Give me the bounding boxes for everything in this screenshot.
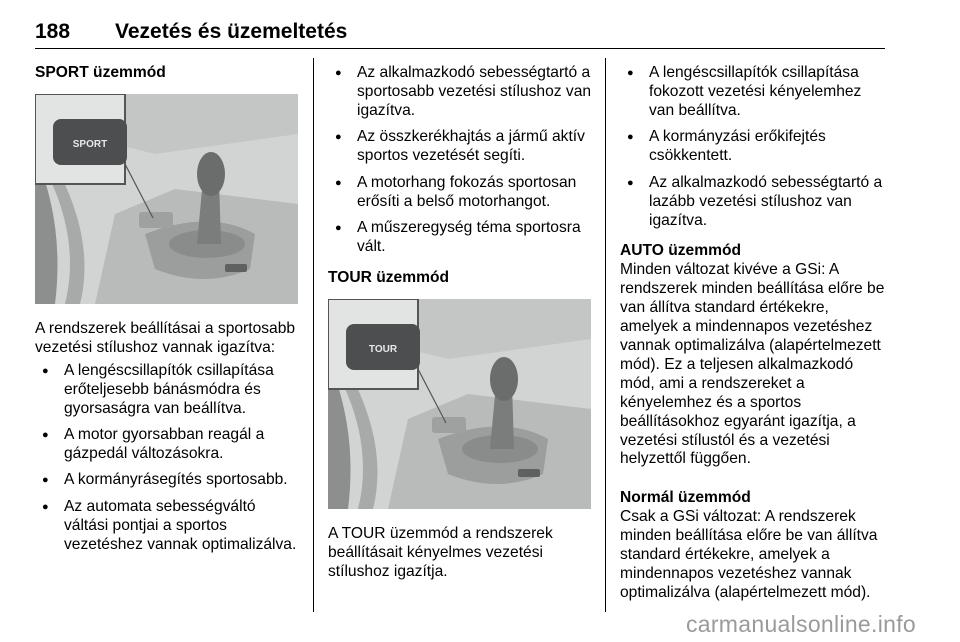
normal-mode-body: Csak a GSi változat: A rendszerek minden beállítása előre be van állítva standard értékekre, amelyek a mindennapos vezetéshez vannak optimalizálva (alapértelmezett mód). [620,508,878,601]
tour-button-label: TOUR [368,343,398,355]
column-3 [620,64,890,603]
list-item: ● Az alkalmazkodó sebességtartó a sportosabb vezetési stílushoz van igazítva. [328,64,594,121]
sport-mode-body: A rendszerek beállításai a sportosabb vezetési stílushoz vannak igazítva: [35,319,296,356]
column-divider-2 [605,58,606,612]
list-item: ● A motor gyorsabban reagál a gázpedál változásokra. [35,426,303,464]
list-item: ● Az automata sebességváltó váltási pontjai a sportos vezetéshez vannak optimalizálva. [35,498,303,555]
list-item: ● A lengéscsillapítók csillapítása fokozott vezetési kényelemhez van beállítva. [620,64,890,121]
list-item: ● Az összkerékhajtás a jármű aktív sportos vezetését segíti. [328,128,594,166]
list-item: ● A lengéscsillapítók csillapítása erőteljesebb bánásmódra és gyorsaságra van beállítva. [35,362,303,419]
list-item: ● A kormányrásegítés sportosabb. [35,471,303,490]
sport-mode-bullets [35,362,303,555]
list-item: ● A motorhang fokozás sportosan erősíti a belső motorhangot. [328,174,594,212]
sport-mode-figure [35,94,298,304]
list-item: ● A műszeregység téma sportosra vált. [328,219,594,257]
sport-mode-heading: SPORT üzemmód [35,64,166,81]
page-header [35,20,885,50]
tour-mode-bullets [620,64,890,230]
tour-mode-figure [328,299,591,509]
column-2 [328,64,594,582]
tour-mode-body: A TOUR üzemmód a rendszerek beállításait kényelmes vezetési stílushoz igazítja. [328,524,553,580]
gear-selector-illustration [328,299,591,509]
watermark: carmanualsonline.info [685,611,916,637]
chapter-title: Vezetés és üzemeltetés [115,20,348,43]
auto-mode-body: Minden változat kivéve a GSi: A rendszerek minden beállítása előre be van állítva standard értékekre, amelyek a mindennapos vezetéshez vannak optimalizálva (alapértelmezett mód). Ez a teljesen alkalmazkodó mód, ami a rendszereket a kényelemhez és a sportos beállításokhoz egyaránt igazítja, a vezetési stílustól és a vezetési helyzettől függően. [620,261,885,468]
header-rule [35,48,885,49]
column-divider-1 [313,58,314,612]
page-number: 188 [35,20,71,43]
gear-selector-illustration [35,94,298,304]
list-item: ● A kormányzási erőkifejtés csökkentett. [620,128,890,166]
column-1 [35,64,303,562]
sport-button-label: SPORT [72,138,108,150]
tour-mode-heading: TOUR üzemmód [328,268,450,286]
normal-mode-heading: Normál üzemmód [620,489,751,507]
sport-mode-bullets-continued [328,64,594,257]
auto-mode-heading: AUTO üzemmód [620,242,742,260]
list-item: ● Az alkalmazkodó sebességtartó a lazább vezetési stílushoz van igazítva. [620,174,890,231]
